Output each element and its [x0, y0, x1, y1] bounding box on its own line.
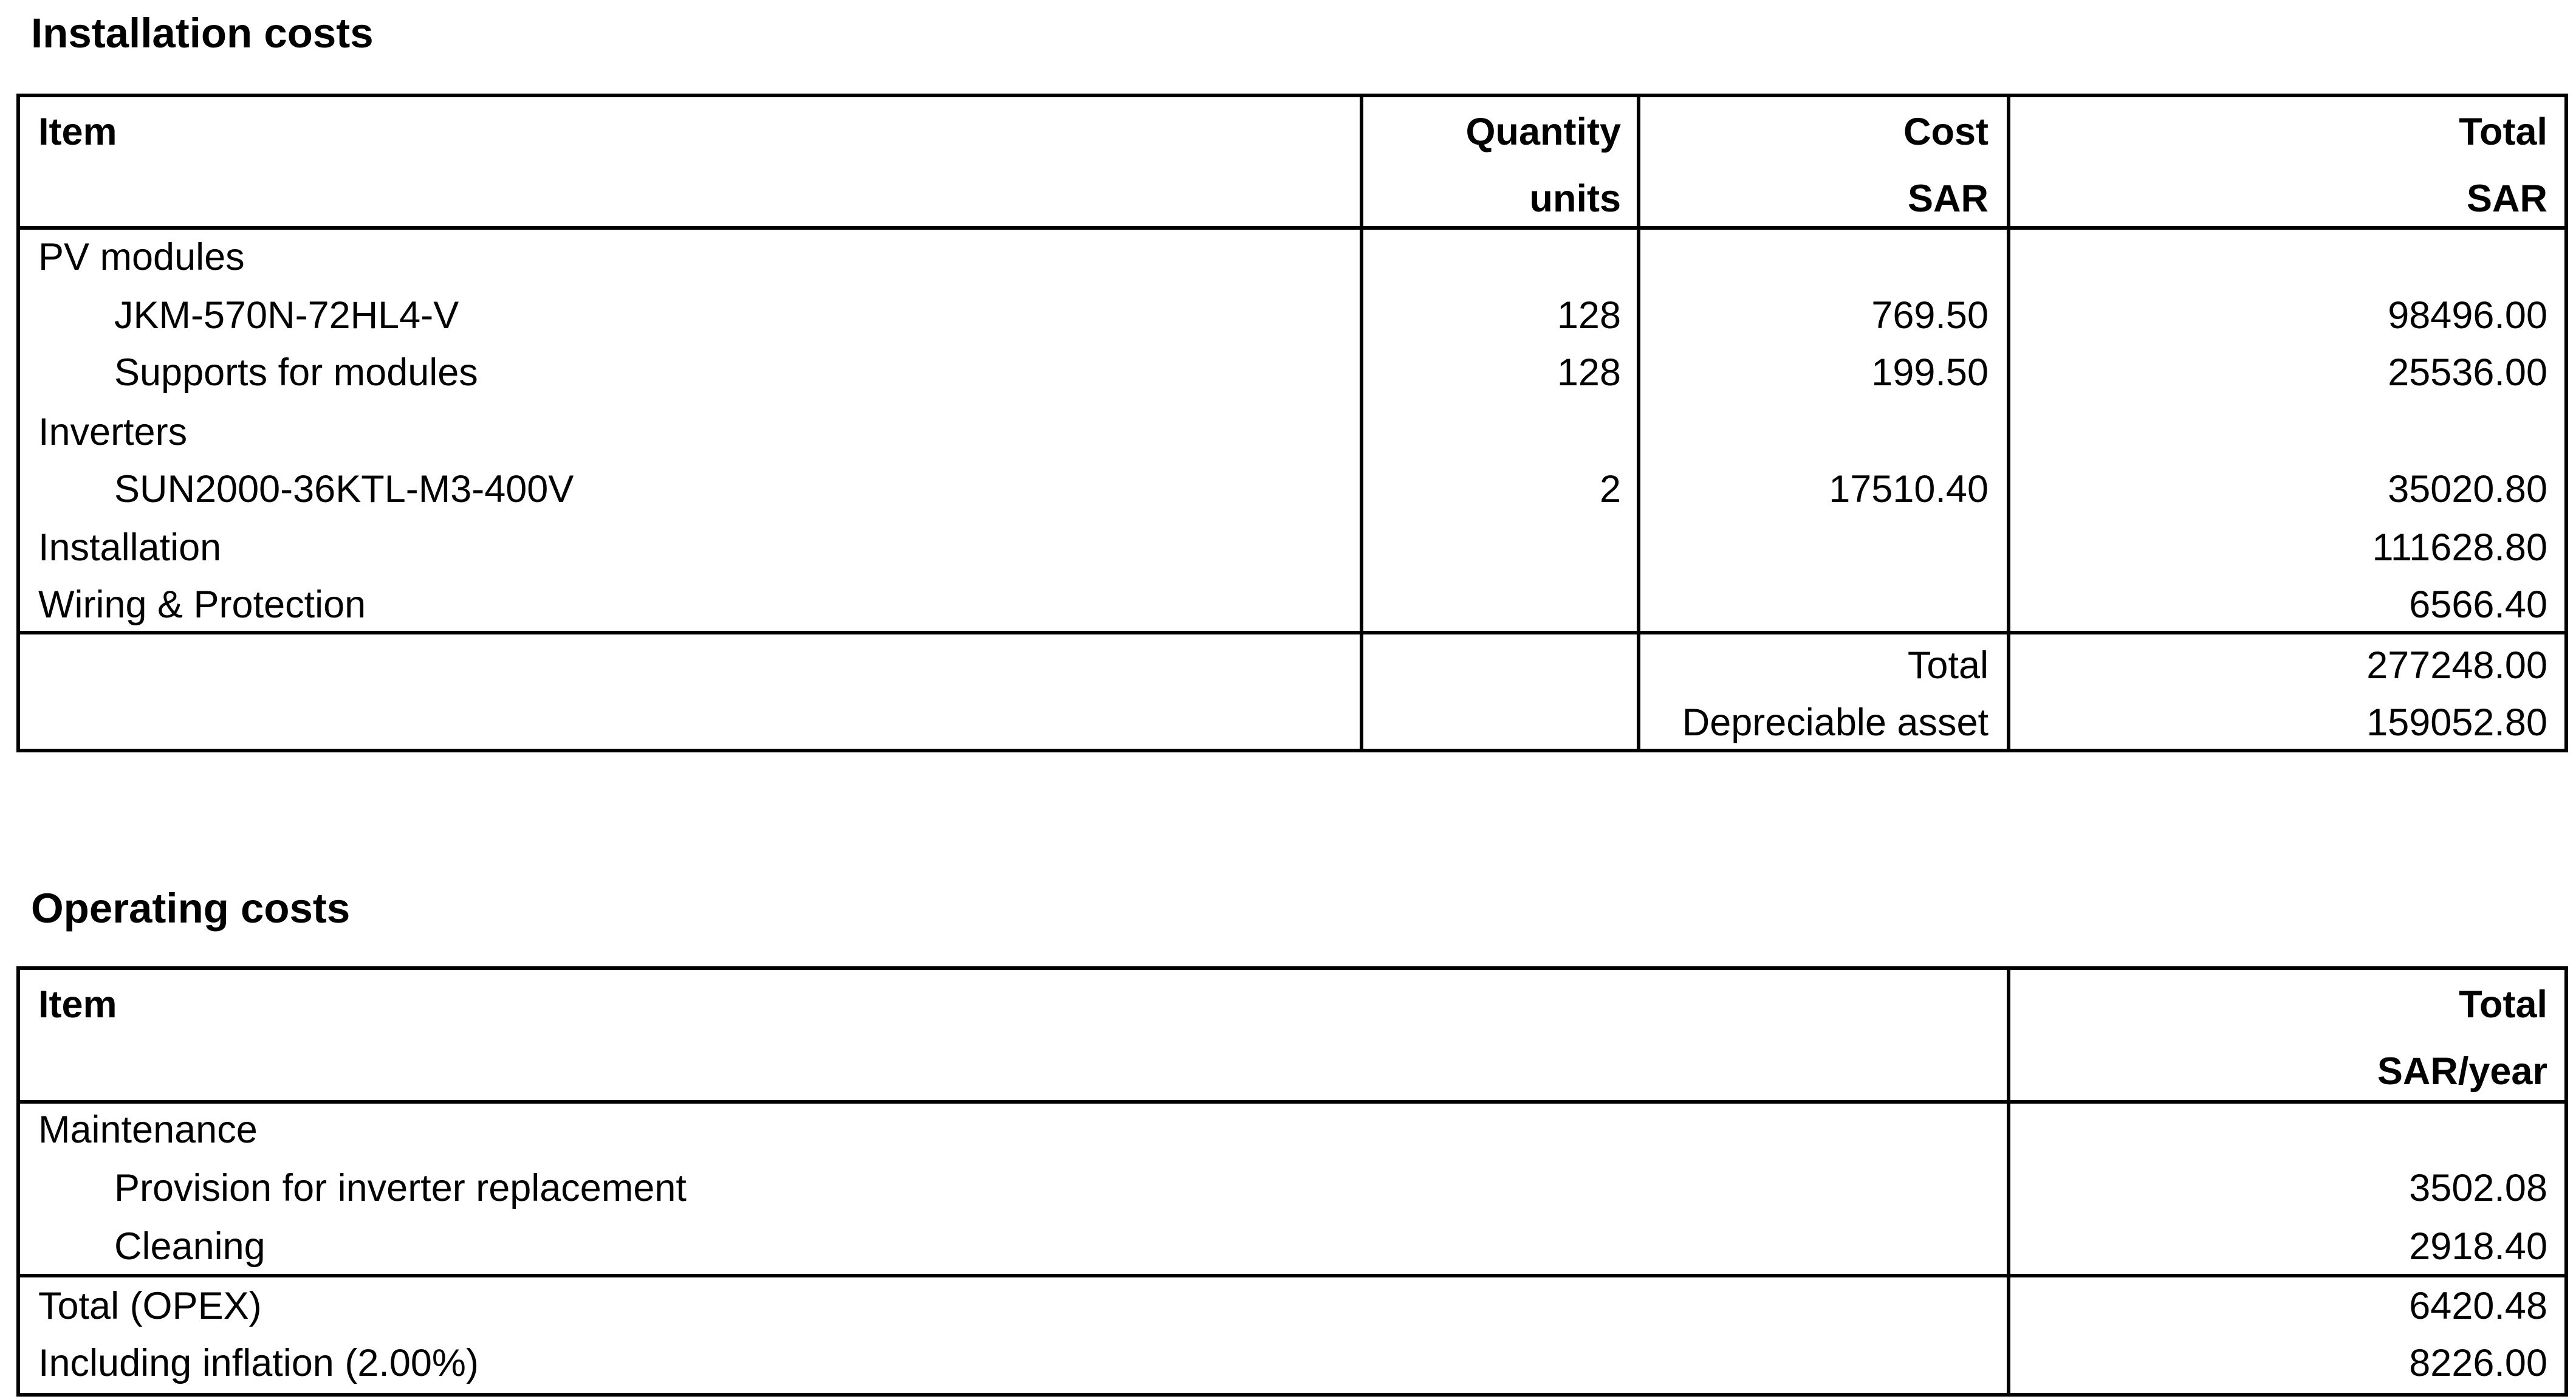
row-total: 25536.00 [2388, 351, 2547, 394]
row-cost: 17510.40 [1829, 468, 1989, 510]
summary-total-value: 277248.00 [2366, 644, 2547, 687]
row-cost: 199.50 [1871, 351, 1989, 394]
header-total: Total [2459, 111, 2547, 153]
header-cost-unit: SAR [1907, 177, 1989, 220]
row-item-label: Wiring & Protection [38, 583, 366, 626]
row-item-label: PV modules [38, 236, 245, 278]
header-total: Total [2459, 983, 2547, 1026]
summary-divider [20, 1274, 2564, 1277]
header-cost: Cost [1903, 111, 1989, 153]
installation-costs-title: Installation costs [31, 10, 374, 57]
installation-costs-table [16, 94, 2568, 752]
header-total-unit: SAR/year [2377, 1050, 2547, 1093]
header-total-unit: SAR [2466, 177, 2547, 220]
header-divider [20, 226, 2564, 230]
row-total: 6566.40 [2409, 583, 2547, 626]
row-item-label: Supports for modules [114, 351, 478, 394]
summary-opex-label: Total (OPEX) [38, 1285, 262, 1327]
row-total: 111628.80 [2372, 526, 2547, 569]
row-item-label: Installation [38, 526, 222, 569]
row-total: 98496.00 [2388, 294, 2547, 337]
operating-costs-title: Operating costs [31, 885, 351, 932]
row-item-label: JKM-570N-72HL4-V [114, 294, 459, 337]
summary-opex-value: 6420.48 [2409, 1285, 2547, 1327]
column-divider [1637, 97, 1640, 749]
column-divider [2007, 97, 2010, 749]
summary-total-label: Total [1907, 644, 1989, 687]
row-item-label: Provision for inverter replacement [114, 1167, 687, 1209]
row-item-label: Maintenance [38, 1109, 258, 1151]
operating-costs-table [16, 966, 2568, 1397]
row-cost: 769.50 [1871, 294, 1989, 337]
row-item-label: SUN2000-36KTL-M3-400V [114, 468, 574, 510]
header-divider [20, 1100, 2564, 1104]
row-total: 35020.80 [2388, 468, 2547, 510]
header-quantity: Quantity [1465, 111, 1621, 153]
summary-inflation-label: Including inflation (2.00%) [38, 1342, 479, 1384]
summary-divider [20, 631, 2564, 634]
summary-inflation-value: 8226.00 [2409, 1342, 2547, 1384]
row-item-label: Cleaning [114, 1225, 265, 1268]
row-quantity: 2 [1599, 468, 1621, 510]
header-item: Item [38, 111, 117, 153]
summary-depreciable-label: Depreciable asset [1682, 701, 1989, 744]
row-total: 3502.08 [2409, 1167, 2547, 1209]
row-total: 2918.40 [2409, 1225, 2547, 1268]
row-quantity: 128 [1557, 294, 1621, 337]
row-item-label: Inverters [38, 411, 188, 453]
row-quantity: 128 [1557, 351, 1621, 394]
column-divider [1360, 97, 1363, 749]
summary-depreciable-value: 159052.80 [2366, 701, 2547, 744]
column-divider [2007, 970, 2010, 1393]
header-quantity-unit: units [1529, 177, 1621, 220]
header-item: Item [38, 983, 117, 1026]
